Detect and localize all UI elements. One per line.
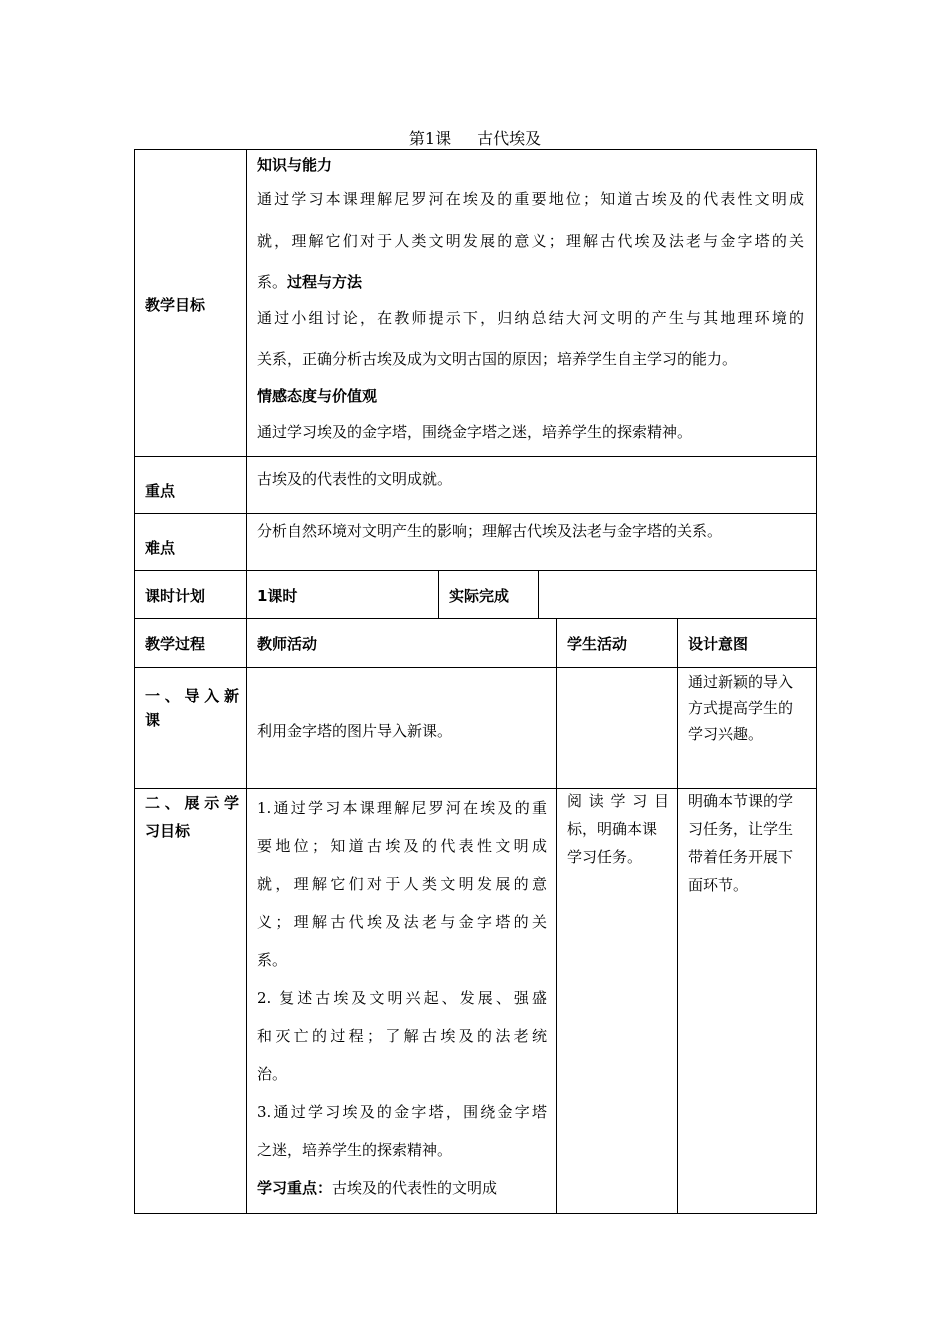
step2-label-line: 二、展示学 xyxy=(145,794,239,812)
step2-teacher-line: 系。 xyxy=(257,951,288,969)
objectives-heading-process: 过程与方法 xyxy=(287,273,363,291)
lesson-name: 古代埃及 xyxy=(477,129,542,148)
step2-intent-line: 明确本节课的学 xyxy=(688,792,794,810)
lesson-plan-table xyxy=(134,149,817,1214)
step1-teacher-cell xyxy=(247,668,557,789)
step1-label-line: 一、导入新 xyxy=(145,687,239,705)
step1-intent-line: 方式提高学生的 xyxy=(688,699,794,717)
step2-teacher-line: 义；理解古代埃及法老与金字塔的关 xyxy=(257,913,547,931)
schedule-label-cell xyxy=(135,571,247,619)
objectives-text-line xyxy=(257,271,362,292)
step2-teacher-line: 治。 xyxy=(257,1065,288,1083)
step2-teacher-line: 要地位；知道古埃及的代表性文明成 xyxy=(257,837,547,855)
actual-label-cell xyxy=(439,571,539,619)
step2-teacher-line: 之迷，培养学生的探索精神。 xyxy=(257,1141,453,1159)
objectives-text-line: 关系，正确分析古埃及成为文明古国的原因；培养学生自主学习的能力。 xyxy=(257,350,738,368)
step2-teacher-line: 和灭亡的过程；了解古埃及的法老统 xyxy=(257,1027,547,1045)
step2-intent-line: 习任务，让学生 xyxy=(688,820,794,838)
actual-value-cell xyxy=(539,571,817,619)
objectives-text-line: 通过学习埃及的金字塔，围绕金字塔之迷，培养学生的探索精神。 xyxy=(257,423,693,441)
process-header-cell xyxy=(135,619,247,668)
step1-teacher-text: 利用金字塔的图片导入新课。 xyxy=(257,722,453,740)
difficulty-text: 分析自然环境对文明产生的影响；理解古代埃及法老与金字塔的关系。 xyxy=(257,522,723,540)
process-header-intent: 设计意图 xyxy=(688,635,749,653)
process-header-student: 学生活动 xyxy=(567,635,628,653)
schedule-label: 课时计划 xyxy=(145,587,206,605)
step2-student-line: 学习任务。 xyxy=(567,848,643,866)
key-point-label-cell xyxy=(135,457,247,514)
difficulty-content-cell xyxy=(247,514,817,571)
step2-student-line: 标，明确本课 xyxy=(567,820,658,838)
process-header-cell xyxy=(247,619,557,668)
difficulty-label-cell xyxy=(135,514,247,571)
objectives-label: 教学目标 xyxy=(145,296,206,314)
step2-student-cell xyxy=(557,789,678,1214)
step2-teacher-line: 1.通过学习本课理解尼罗河在埃及的重 xyxy=(257,799,547,817)
step2-teacher-line xyxy=(257,1177,497,1198)
objectives-text-line: 就，理解它们对于人类文明发展的意义；理解古代埃及法老与金字塔的关 xyxy=(257,232,804,250)
page-title xyxy=(0,126,950,149)
key-point-label: 重点 xyxy=(145,482,176,500)
process-header-cell xyxy=(557,619,678,668)
objectives-text-line: 通过学习本课理解尼罗河在埃及的重要地位；知道古埃及的代表性文明成 xyxy=(257,190,804,208)
step1-intent-line: 通过新颖的导入 xyxy=(688,673,794,691)
step1-label-cell xyxy=(135,668,247,789)
lesson-number: 第1课 xyxy=(408,129,452,148)
objectives-content-cell xyxy=(247,150,817,457)
step2-intent-line: 面环节。 xyxy=(688,876,749,894)
key-point-content-cell xyxy=(247,457,817,514)
step2-teacher-line: 3.通过学习埃及的金字塔，围绕金字塔 xyxy=(257,1103,547,1121)
difficulty-label: 难点 xyxy=(145,539,176,557)
objectives-heading-knowledge: 知识与能力 xyxy=(257,156,333,174)
step2-intent-cell xyxy=(678,789,817,1214)
actual-label: 实际完成 xyxy=(449,587,510,605)
study-key-point-text: 古埃及的代表性的文明成 xyxy=(332,1179,498,1197)
step2-intent-line: 带着任务开展下 xyxy=(688,848,794,866)
objectives-heading-attitude: 情感态度与价值观 xyxy=(257,387,378,405)
schedule-value-cell xyxy=(247,571,439,619)
step1-intent-cell xyxy=(678,668,817,789)
step2-teacher-cell xyxy=(247,789,557,1214)
process-header-teacher: 教师活动 xyxy=(257,635,318,653)
step2-label-line: 习目标 xyxy=(145,822,191,840)
step1-intent-line: 学习兴趣。 xyxy=(688,725,764,743)
step2-teacher-line: 2. 复述古埃及文明兴起、发展、强盛 xyxy=(257,989,547,1007)
process-header-step: 教学过程 xyxy=(145,635,206,653)
process-header-cell xyxy=(678,619,817,668)
study-key-point-label: 学习重点： xyxy=(257,1179,333,1197)
objectives-text-end: 系。 xyxy=(257,273,288,291)
step2-teacher-line: 就，理解它们对于人类文明发展的意 xyxy=(257,875,547,893)
step2-student-line: 阅读学习目 xyxy=(567,792,669,810)
objectives-text-line: 通过小组讨论，在教师提示下，归纳总结大河文明的产生与其地理环境的 xyxy=(257,309,804,327)
schedule-value: 1课时 xyxy=(257,587,298,605)
objectives-label-cell xyxy=(135,150,247,457)
step2-label-cell xyxy=(135,789,247,1214)
step1-label-line: 课 xyxy=(145,711,161,729)
step1-student-cell xyxy=(557,668,678,789)
key-point-text: 古埃及的代表性的文明成就。 xyxy=(257,470,453,488)
